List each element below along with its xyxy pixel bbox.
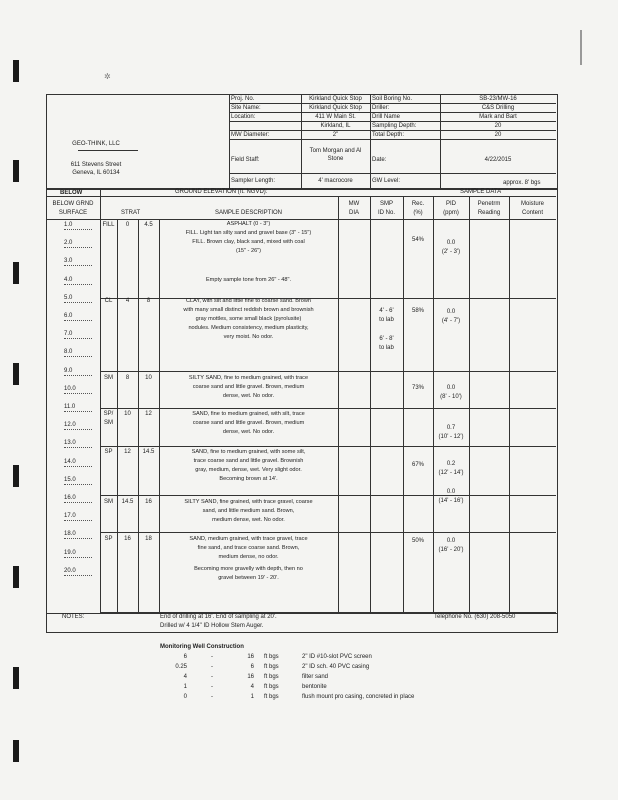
col-mw: MW xyxy=(348,201,360,207)
location2: Kirkland, IL xyxy=(320,123,351,129)
soil-boring-label: Soil Boring No. xyxy=(372,96,413,102)
monitoring-to: 16 xyxy=(247,654,254,660)
depth-tick-line xyxy=(64,429,92,430)
binder-mark xyxy=(13,262,19,284)
sampler-length: 4' macrocore xyxy=(318,178,353,184)
depth-tick-label: 3.0 xyxy=(64,258,73,265)
layer-pid: 0.0 xyxy=(446,309,456,315)
date-label: Date: xyxy=(372,157,387,163)
layer-pid-range: (4' - 7') xyxy=(441,318,461,324)
depth-tick-line xyxy=(64,320,92,321)
depth-tick-label: 15.0 xyxy=(64,476,76,483)
binder-mark xyxy=(13,363,19,385)
layer-top: 10 xyxy=(124,411,131,417)
layer-bottom: 8 xyxy=(146,298,151,304)
layer-code: FILL xyxy=(102,222,115,228)
monitoring-dash: - xyxy=(211,654,213,660)
ground-elev: GROUND ELEVATION (ft. NGVD): xyxy=(175,189,268,195)
col-reading: Reading xyxy=(477,210,501,216)
sampler-length-label: Sampler Length: xyxy=(231,178,276,184)
layer-desc-line: gray, medium, dense, wet. Very slight odor. xyxy=(195,467,302,473)
layer-desc-line: sand, and little medium sand. Brown, xyxy=(202,508,295,514)
depth-tick-line xyxy=(64,557,92,558)
depth-tick-label: 9.0 xyxy=(64,367,73,374)
notes-line1: End of drilling at 16'. End of sampling at 20'. xyxy=(160,614,277,620)
notes-line2: Drilled w/ 4 1/4" ID Hollow Stem Auger. xyxy=(160,623,264,629)
monitoring-desc: flush mount pro casing, concreted in place xyxy=(302,694,415,700)
depth-tick-line xyxy=(64,575,92,576)
layer-bottom: 14.5 xyxy=(142,449,155,455)
layer-code: CL xyxy=(104,298,113,304)
field-staff1: Tom Morgan and Al xyxy=(309,148,362,154)
gw-level-label: GW Level: xyxy=(372,178,401,184)
layer-desc-line: (15" - 26") xyxy=(235,248,262,254)
layer-desc-line: SILTY SAND, fine grained, with trace gravel, coarse xyxy=(184,499,313,505)
layer-code2: SM xyxy=(104,420,113,426)
layer-desc-line: Becoming more gravelly with depth, then no xyxy=(194,566,303,572)
site-name-label: Site Name: xyxy=(231,105,261,111)
binder-mark xyxy=(13,740,19,762)
layer-top: 14.5 xyxy=(121,499,134,505)
layer-desc-line: ASPHALT (0 - 3") xyxy=(226,221,271,227)
col-rec: Rec. xyxy=(411,201,425,207)
layer-pid-b: 0.0 xyxy=(446,489,456,495)
layer-bottom: 10 xyxy=(145,375,152,381)
monitoring-dash: - xyxy=(211,694,213,700)
col-id-no: ID No. xyxy=(377,210,395,216)
layer-rec: 50% xyxy=(411,538,424,544)
depth-tick-line xyxy=(64,502,92,503)
layer-pid: 0.0 xyxy=(446,240,456,246)
monitoring-from: 0.25 xyxy=(175,664,187,670)
layer-pid-range: (8' - 10') xyxy=(440,394,462,400)
monitoring-desc: 2" ID sch. 40 PVC casing xyxy=(302,664,370,670)
depth-tick-line xyxy=(64,466,92,467)
depth-tick-label: 20.0 xyxy=(64,567,76,574)
site-name: Kirkland Quick Stop xyxy=(309,105,362,111)
notes-label: NOTES: xyxy=(62,614,85,620)
monitoring-to: 6 xyxy=(250,664,254,670)
depth-tick-label: 11.0 xyxy=(64,404,76,410)
depth-tick-label: 18.0 xyxy=(64,531,76,538)
drill-name-label: Drill Name xyxy=(372,114,401,120)
col-surface: SURFACE xyxy=(58,210,88,216)
monitoring-to: 1 xyxy=(250,694,254,700)
layer-code: SM xyxy=(104,375,113,381)
depth-tick-line xyxy=(64,338,92,339)
monitoring-from: 1 xyxy=(183,684,187,690)
sample-data: SAMPLE DATA xyxy=(460,189,502,195)
col-below: BELOW xyxy=(60,190,83,196)
mw-diameter-label: MW Diameter: xyxy=(231,132,270,138)
date: 4/22/2015 xyxy=(484,157,512,163)
layer-rec: 54% xyxy=(411,237,424,243)
depth-tick-label: 8.0 xyxy=(64,349,73,356)
depth-tick-label: 6.0 xyxy=(64,313,73,319)
company-address2: Geneva, IL 60134 xyxy=(72,170,120,176)
layer-pid-range: (2' - 3') xyxy=(441,249,461,255)
sampling-depth-label: Sampling Depth: xyxy=(372,123,417,129)
field-staff2: Stone xyxy=(327,156,344,162)
layer-bottom: 12 xyxy=(145,411,152,417)
depth-tick-label: 17.0 xyxy=(64,513,76,520)
layer-desc-line: SAND, fine to medium grained, with some silt, xyxy=(191,449,306,455)
soil-boring: SB-23/MW-16 xyxy=(479,96,517,102)
company-name: GEO-THINK, LLC xyxy=(72,141,120,147)
monitoring-title: Monitoring Well Construction xyxy=(160,644,244,650)
layer-desc-line: SILTY SAND, fine to medium grained, with trace xyxy=(188,375,309,381)
layer-desc-line: Empty sample tone from 26" - 48". xyxy=(205,277,292,283)
monitoring-desc: bentonite xyxy=(302,684,327,690)
col-pid-unit: (ppm) xyxy=(443,210,459,216)
monitoring-unit: ft bgs xyxy=(264,694,279,700)
depth-tick-label: 13.0 xyxy=(64,440,76,447)
company-address1: 611 Stevens Street xyxy=(70,162,122,168)
depth-tick-label: 7.0 xyxy=(64,331,73,338)
layer-top: 8 xyxy=(125,375,130,381)
field-staff-label: Field Staff: xyxy=(231,157,260,163)
depth-tick-label: 4.0 xyxy=(64,276,73,283)
depth-tick-line xyxy=(64,247,92,248)
depth-tick-label: 14.0 xyxy=(64,458,76,465)
monitoring-desc: 2" ID #10-slot PVC screen xyxy=(302,654,372,660)
monitoring-from: 4 xyxy=(183,674,187,680)
location-label: Location: xyxy=(231,114,256,120)
total-depth-label: Total Depth: xyxy=(372,132,405,138)
depth-tick-label: 12.0 xyxy=(64,422,76,429)
depth-tick-line xyxy=(64,411,92,412)
layer-smp: to lab xyxy=(379,345,394,351)
layer-desc-line: trace coarse sand and little gravel. Brownish xyxy=(193,458,304,464)
driller: C&S Drilling xyxy=(481,105,515,111)
binder-mark xyxy=(13,667,19,689)
monitoring-dash: - xyxy=(211,684,213,690)
depth-tick-line xyxy=(64,284,92,285)
layer-rec: 67% xyxy=(411,462,424,468)
col-content: Content xyxy=(521,210,543,216)
depth-tick-line xyxy=(64,447,92,448)
layer-desc-line: gray mottles, some small black (pyrolusite) xyxy=(195,316,302,322)
depth-tick-line xyxy=(64,302,92,303)
monitoring-unit: ft bgs xyxy=(264,684,279,690)
layer-smp: 6' - 8' xyxy=(379,336,394,342)
depth-tick-label: 19.0 xyxy=(64,549,76,556)
layer-top: 16 xyxy=(124,536,131,542)
layer-top: 0 xyxy=(125,222,130,228)
depth-tick-label: 5.0 xyxy=(64,294,73,301)
total-depth: 20 xyxy=(494,132,502,138)
monitoring-to: 16 xyxy=(247,674,254,680)
scan-artifact xyxy=(580,30,582,65)
location1: 411 W Main St. xyxy=(315,114,356,120)
layer-desc-line: dense, wet. No odor. xyxy=(222,393,275,399)
layer-desc-line: Becoming brown at 14'. xyxy=(219,476,278,482)
layer-pid: 0.7 xyxy=(446,425,456,431)
layer-pid-range-b: (14' - 16') xyxy=(438,498,464,504)
depth-tick-line xyxy=(64,520,92,521)
layer-bottom: 16 xyxy=(145,499,152,505)
binder-mark xyxy=(13,60,19,82)
layer-desc-line: fine sand, and trace coarse sand. Brown, xyxy=(197,545,300,551)
layer-pid-range: (10' - 12') xyxy=(438,434,464,440)
col-penetrm: Penetrm xyxy=(477,201,501,207)
driller-label: Driller: xyxy=(372,105,390,111)
layer-desc-line: FILL. Light tan silty sand and gravel base (3" - 15") xyxy=(185,230,312,236)
monitoring-to: 4 xyxy=(250,684,254,690)
mw-diameter: 2" xyxy=(332,132,339,138)
binder-mark xyxy=(13,160,19,182)
monitoring-dash: - xyxy=(211,664,213,670)
depth-tick-label: 2.0 xyxy=(64,240,73,247)
layer-desc-line: coarse sand and little gravel. Brown, medium xyxy=(192,384,305,390)
monitoring-unit: ft bgs xyxy=(264,654,279,660)
depth-tick-line xyxy=(64,375,92,376)
layer-pid: 0.0 xyxy=(446,538,456,544)
layer-desc-line: CLAY, with silt and little fine to coarse sand. Brown xyxy=(185,298,312,304)
col-moisture: Moisture xyxy=(520,201,544,207)
layer-desc-line: SAND, fine to medium grained, with silt, trace xyxy=(192,411,305,417)
depth-tick-line xyxy=(64,356,92,357)
monitoring-from: 6 xyxy=(183,654,187,660)
drill-name: Mark and Bart xyxy=(479,114,517,120)
layer-rec: 58% xyxy=(411,308,424,314)
proj-no-label: Proj. No. xyxy=(231,96,255,102)
layer-desc-line: dense, wet. No odor. xyxy=(222,429,275,435)
layer-desc-line: gravel between 19' - 20'. xyxy=(218,575,279,581)
notes-telephone: Telephone No. (630) 208-5050 xyxy=(434,614,516,620)
binder-mark xyxy=(13,566,19,588)
layer-desc-line: SAND, medium grained, with trace gravel, trace xyxy=(189,536,308,542)
col-smp: SMP xyxy=(379,201,393,207)
col-sample-description: SAMPLE DESCRIPTION xyxy=(214,210,282,216)
depth-tick-line xyxy=(64,229,92,230)
gw-level: approx. 8' bgs xyxy=(503,180,541,186)
layer-top: 4 xyxy=(125,298,130,304)
layer-desc-line: nodules. Medium consistency, medium plasticity, xyxy=(188,325,309,331)
scan-speck: ✲ xyxy=(104,72,111,81)
monitoring-unit: ft bgs xyxy=(264,664,279,670)
layer-pid: 0.2 xyxy=(446,461,456,467)
layer-code: SP xyxy=(104,536,113,542)
depth-tick-line xyxy=(64,538,92,539)
layer-pid: 0.0 xyxy=(446,385,456,391)
layer-desc-line: medium dense, no odor. xyxy=(218,554,279,560)
layer-desc-line: with many small distinct reddish brown and brownish xyxy=(183,307,314,313)
layer-smp: 4' - 6' xyxy=(379,308,394,314)
layer-code: SM xyxy=(104,499,113,505)
layer-smp: to lab xyxy=(379,317,394,323)
col-dia: DIA xyxy=(348,210,359,216)
depth-tick-label: 10.0 xyxy=(64,385,76,392)
layer-desc-line: medium dense, wet. No odor. xyxy=(212,517,285,523)
monitoring-dash: - xyxy=(211,674,213,680)
monitoring-from: 0 xyxy=(183,694,187,700)
layer-code: SP/ xyxy=(103,411,114,417)
depth-tick-label: 1.0 xyxy=(64,222,73,228)
layer-rec: 73% xyxy=(411,385,424,391)
layer-bottom: 18 xyxy=(145,536,152,542)
col-below-grnd: BELOW GRND xyxy=(52,201,94,207)
binder-mark xyxy=(13,465,19,487)
monitoring-desc: filter sand xyxy=(302,674,329,680)
layer-top: 12 xyxy=(124,449,131,455)
layer-pid-range: (12' - 14') xyxy=(438,470,464,476)
col-pid: PID xyxy=(445,201,456,207)
col-rec-unit: (%) xyxy=(413,210,423,216)
col-strat: STRAT xyxy=(121,210,141,216)
depth-tick-line xyxy=(64,265,92,266)
layer-desc-line: FILL. Brown clay, black sand, mixed with coal xyxy=(192,239,305,245)
layer-desc-line: very moist. No odor. xyxy=(223,334,274,340)
sampling-depth: 20 xyxy=(494,123,502,129)
depth-tick-line xyxy=(64,393,92,394)
layer-code: SP xyxy=(104,449,113,455)
depth-tick-label: 16.0 xyxy=(64,495,76,501)
layer-desc-line: coarse sand and little gravel. Brown, medium xyxy=(192,420,305,426)
depth-tick-line xyxy=(64,484,92,485)
monitoring-unit: ft bgs xyxy=(264,674,279,680)
layer-pid-range: (16' - 20') xyxy=(438,547,464,553)
layer-bottom: 4.5 xyxy=(144,222,153,228)
proj-no: Kirkland Quick Stop xyxy=(309,96,362,102)
